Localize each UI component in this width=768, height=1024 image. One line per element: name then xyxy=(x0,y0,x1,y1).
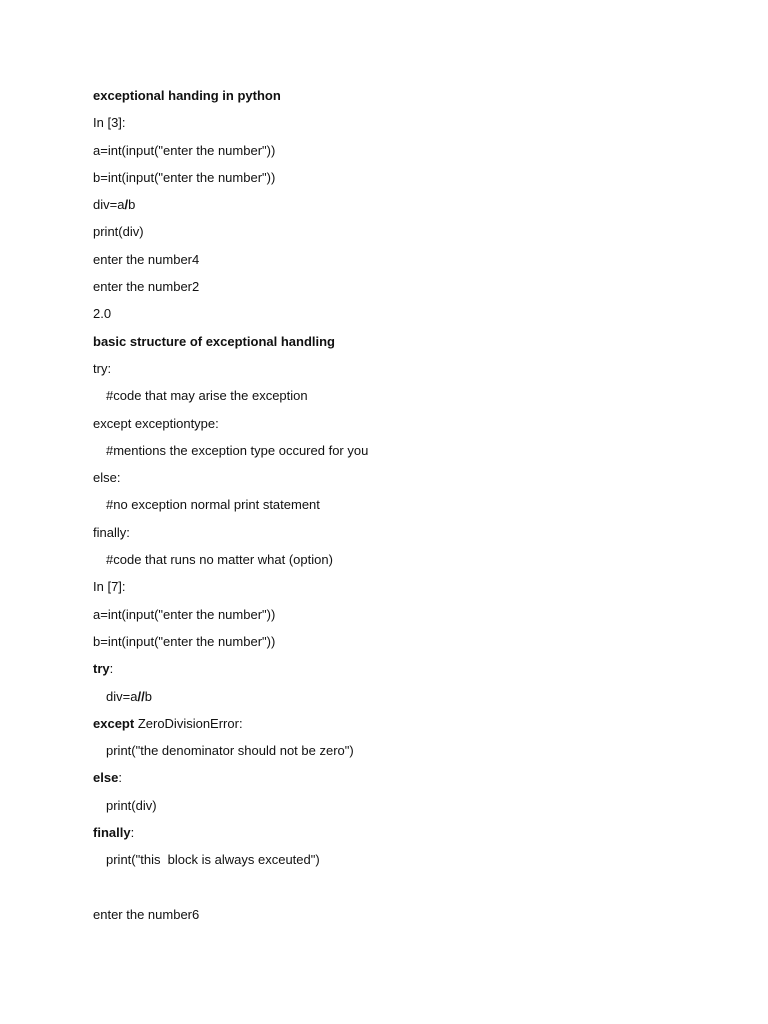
blank-line xyxy=(93,878,733,905)
heading-exception-handling: exceptional handing in python xyxy=(93,88,281,103)
try-colon: : xyxy=(109,661,114,677)
structure-finally: finally: xyxy=(93,524,130,540)
cell-label-3: In [3]: xyxy=(93,115,126,131)
cell2-line-b: b=int(input("enter the number")) xyxy=(93,633,276,649)
finally-keyword: finally xyxy=(93,825,131,841)
structure-else-comment: #no exception normal print statement xyxy=(106,497,320,513)
code-line-div xyxy=(93,195,733,222)
document-body xyxy=(93,86,733,932)
code-line-print: print(div) xyxy=(93,224,144,240)
cell2-div xyxy=(93,687,733,714)
structure-else: else: xyxy=(93,470,121,486)
code-div-prefix: div=a xyxy=(93,197,125,213)
cell2-else xyxy=(93,768,733,795)
structure-except: except exceptiontype: xyxy=(93,415,219,431)
cell2-line-a: a=int(input("enter the number")) xyxy=(93,606,276,622)
structure-try-comment: #code that may arise the exception xyxy=(106,388,308,404)
code-div-suffix: b xyxy=(128,197,136,213)
else-colon: : xyxy=(118,770,122,786)
cell2-div-operator: // xyxy=(137,688,145,704)
code-div-operator: / xyxy=(124,197,129,213)
structure-try: try: xyxy=(93,360,112,376)
cell-label-7: In [7]: xyxy=(93,579,126,595)
heading-basic-structure: basic structure of exceptional handling xyxy=(93,333,335,349)
output-line-1: enter the number4 xyxy=(93,251,200,267)
else-keyword: else xyxy=(93,770,119,786)
cell2-try xyxy=(93,659,733,686)
cell2-finally-body: print("this block is always exceuted") xyxy=(106,852,320,868)
structure-except-comment: #mentions the exception type occured for you xyxy=(106,442,369,458)
cell2-else-body: print(div) xyxy=(106,797,157,813)
cell2-div-prefix: div=a xyxy=(106,688,138,704)
cell2-output: enter the number6 xyxy=(93,906,200,922)
except-keyword: except xyxy=(93,715,135,731)
code-line-b: b=int(input("enter the number")) xyxy=(93,169,276,185)
cell2-finally xyxy=(93,823,733,850)
cell2-div-suffix: b xyxy=(144,688,152,704)
code-line-a: a=int(input("enter the number")) xyxy=(93,142,276,158)
try-keyword: try xyxy=(93,661,110,677)
output-line-2: enter the number2 xyxy=(93,279,200,295)
output-line-3: 2.0 xyxy=(93,306,112,322)
cell2-except-body: print("the denominator should not be zero") xyxy=(106,743,354,759)
except-type: ZeroDivisionError: xyxy=(134,715,243,731)
structure-finally-comment: #code that runs no matter what (option) xyxy=(106,552,333,568)
finally-colon: : xyxy=(130,825,135,841)
cell2-except xyxy=(93,714,733,741)
